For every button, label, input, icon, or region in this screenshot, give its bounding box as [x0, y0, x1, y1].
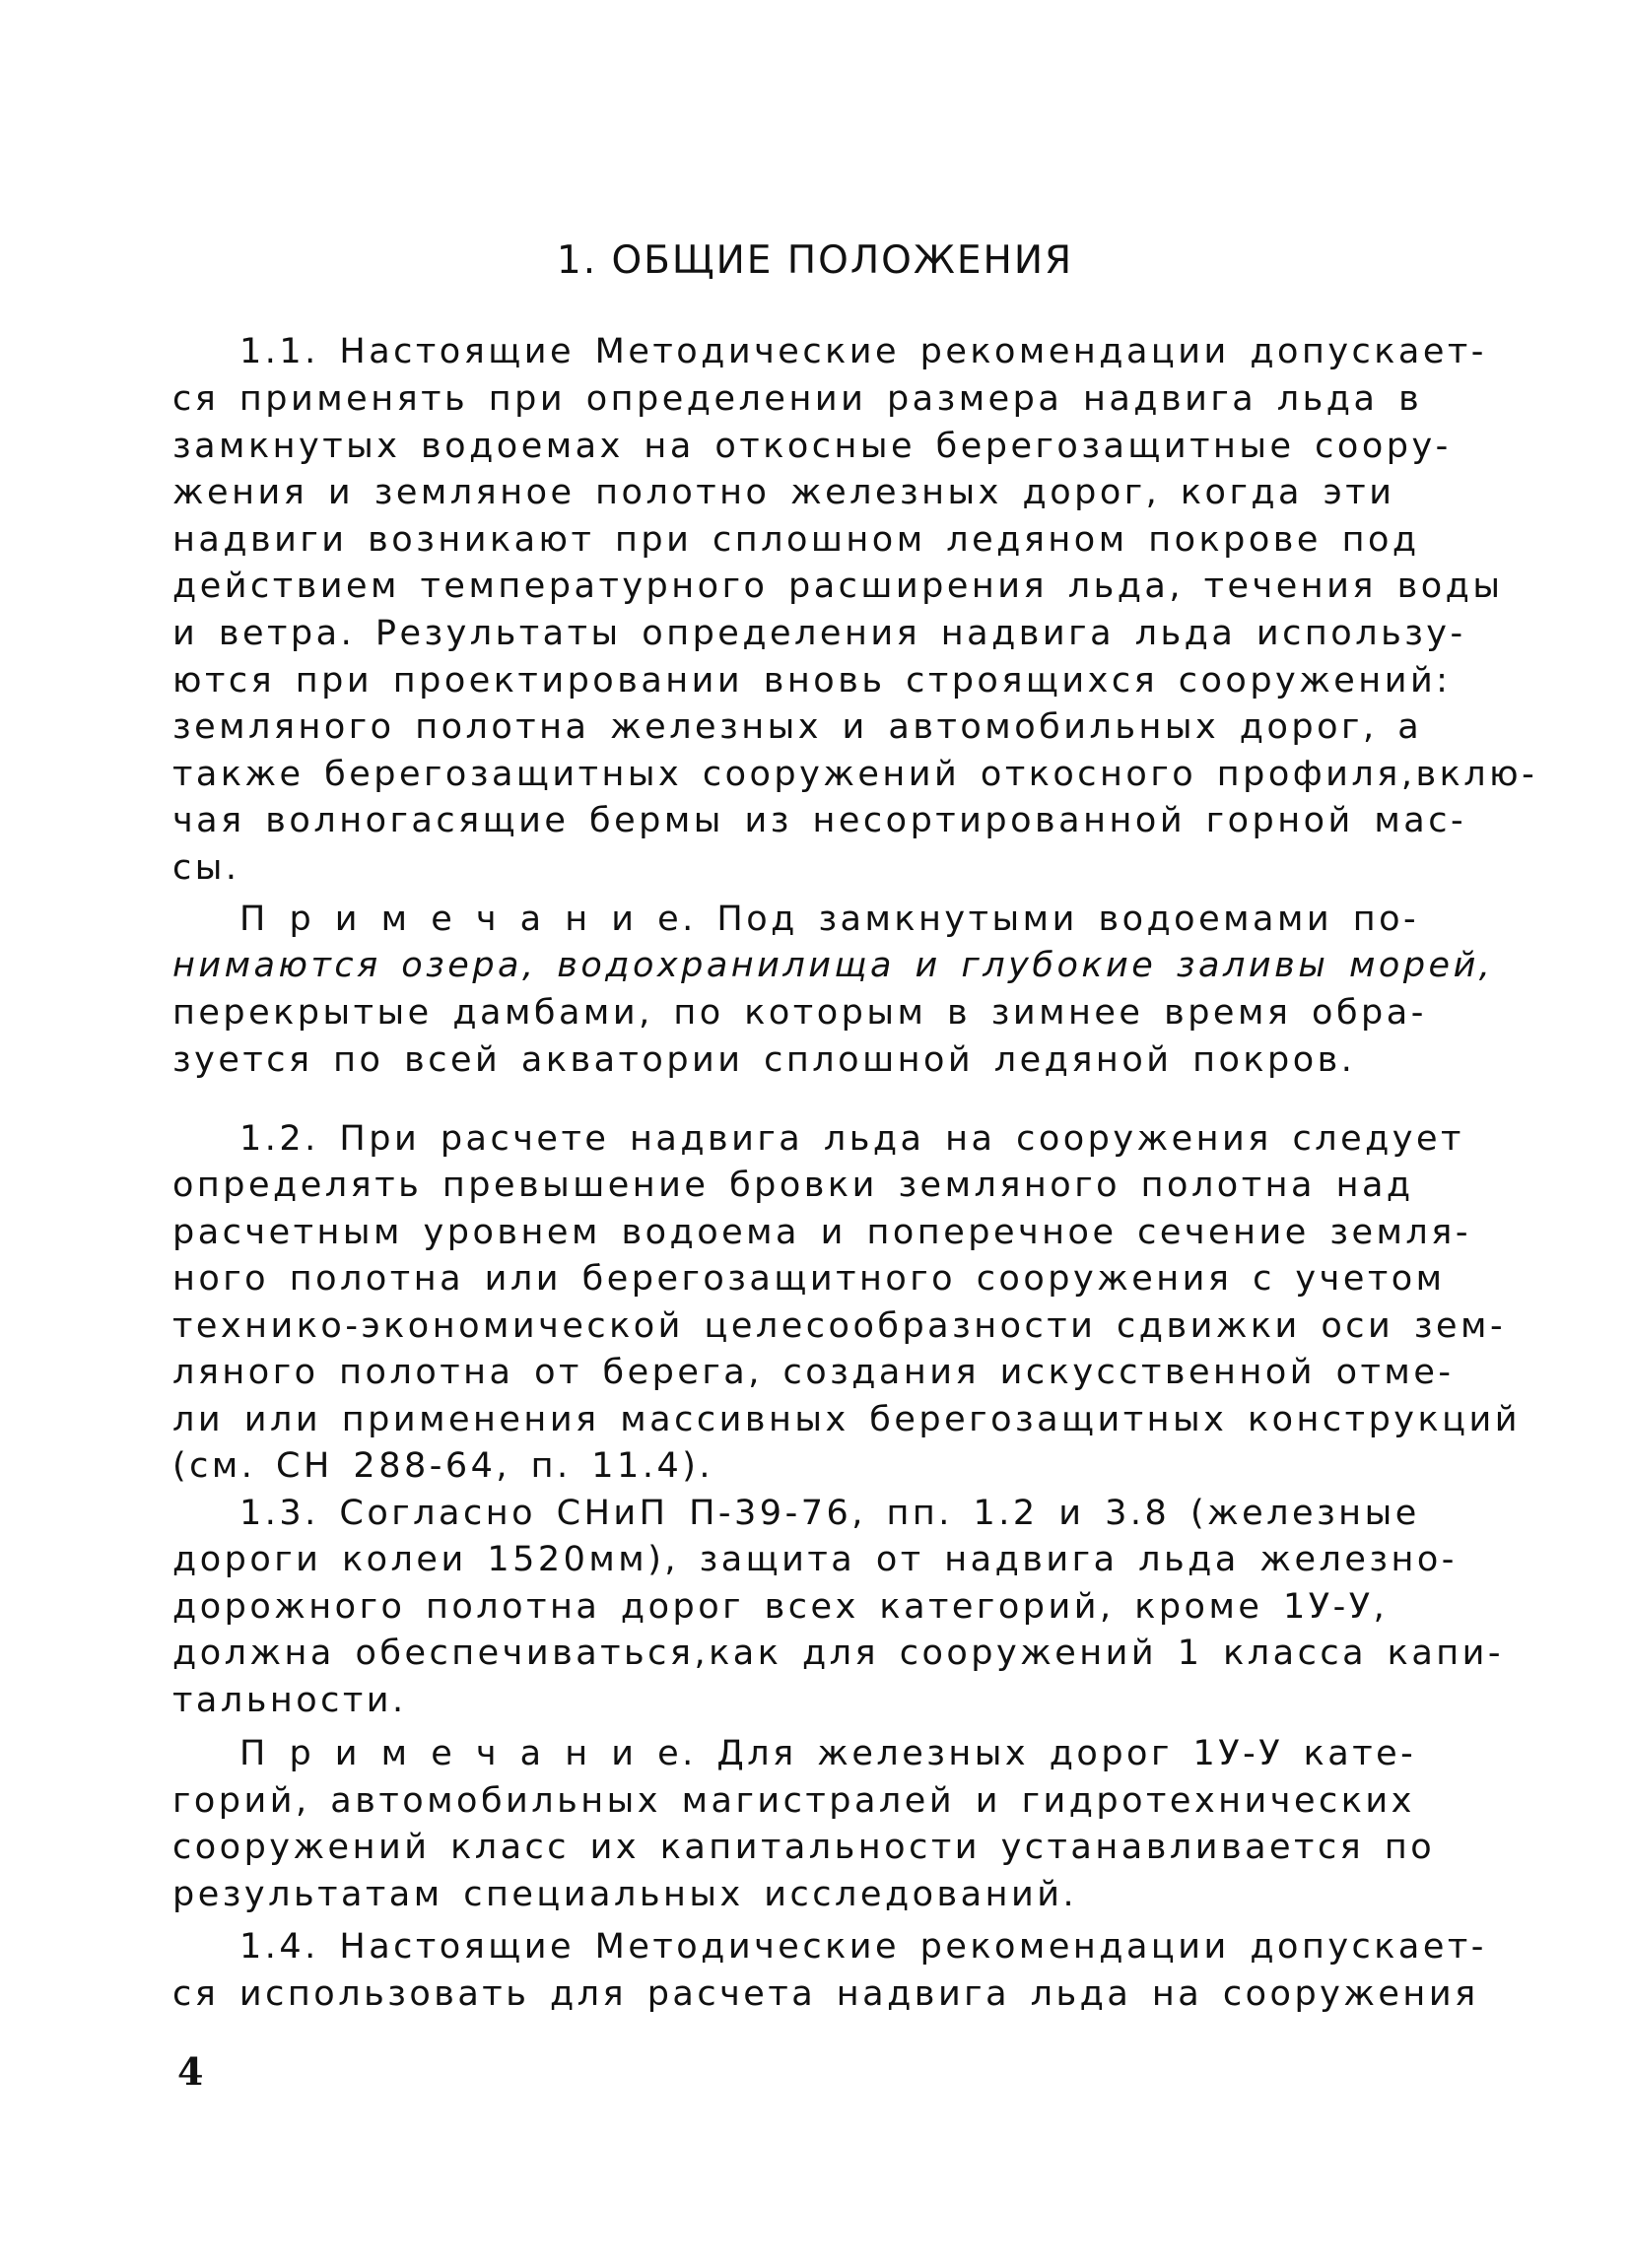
text-line: нимаются озера, водохранилища и глубокие заливы морей, [172, 946, 1494, 985]
text-line: чая волногасящие бермы из несортированной горной мас- [172, 801, 1467, 840]
text-line: ся использовать для расчета надвига льда на сооружения [172, 1974, 1479, 2014]
text-line: 1.3. Согласно СНиП П-39-76, пп. 1.2 и 3.8 (железные [239, 1494, 1420, 1533]
text-line: дорожного полотна дорог всех категорий, кроме 1У-У, [172, 1587, 1389, 1627]
text-line: определять превышение бровки земляного полотна над [172, 1166, 1414, 1205]
text-line: горий, автомобильных магистралей и гидротехнических [172, 1781, 1415, 1821]
text-line: действием температурного расширения льда, течения воды [172, 567, 1504, 606]
text-line: П р и м е ч а н и е. Под замкнутыми водоемами по- [239, 900, 1420, 939]
text-line: надвиги возникают при сплошном ледяном покрове под [172, 520, 1420, 560]
text-line: расчетным уровнем водоема и поперечное сечение земля- [172, 1213, 1471, 1252]
text-line: земляного полотна железных и автомобильных дорог, а [172, 707, 1423, 747]
text-line: и ветра. Результаты определения надвига льда использу- [172, 614, 1466, 653]
text-line: 1.2. При расчете надвига льда на сооружения следует [239, 1119, 1464, 1159]
text-line: ли или применения массивных берегозащитных конструкций [172, 1400, 1521, 1439]
text-line: сооружений класс их капитальности устанавливается по [172, 1828, 1436, 1867]
text-line: технико-экономической целесообразности сдвижки оси зем- [172, 1306, 1507, 1346]
text-line: должна обеспечиваться,как для сооружений 1 класса капи- [172, 1634, 1505, 1673]
text-line: (см. СН 288-64, п. 11.4). [172, 1446, 713, 1486]
text-line: перекрытые дамбами, по которым в зимнее время обра- [172, 993, 1427, 1033]
page-number: 4 [177, 2049, 204, 2094]
text-line: зуется по всей акватории сплошной ледяной покров. [172, 1040, 1356, 1080]
text-line: ного полотна или берегозащитного сооружения с учетом [172, 1259, 1446, 1299]
text-line: также берегозащитных сооружений откосного профиля,вклю- [172, 755, 1538, 794]
text-line: ляного полотна от берега, создания искусственной отме- [172, 1353, 1455, 1392]
text-line: тальности. [172, 1681, 407, 1720]
text-line: ются при проектировании вновь строящихся сооружений: [172, 661, 1452, 700]
text-line: дороги колеи 1520мм), защита от надвига льда железно- [172, 1540, 1458, 1579]
text-line: ся применять при определении размера надвига льда в [172, 379, 1423, 419]
text-line: П р и м е ч а н и е. Для железных дорог 1У-У кате- [239, 1734, 1417, 1773]
text-line: замкнутых водоемах на откосные берегозащитные соору- [172, 427, 1452, 466]
text-line: 1.1. Настоящие Методические рекомендации допускает- [239, 332, 1487, 371]
text-line: сы. [172, 848, 240, 888]
text-line: результатам специальных исследований. [172, 1875, 1078, 1914]
section-heading: 1. ОБЩИЕ ПОЛОЖЕНИЯ [556, 238, 1074, 283]
text-line: жения и земляное полотно железных дорог, когда эти [172, 473, 1395, 512]
text-line: 1.4. Настоящие Методические рекомендации допускает- [239, 1927, 1487, 1967]
